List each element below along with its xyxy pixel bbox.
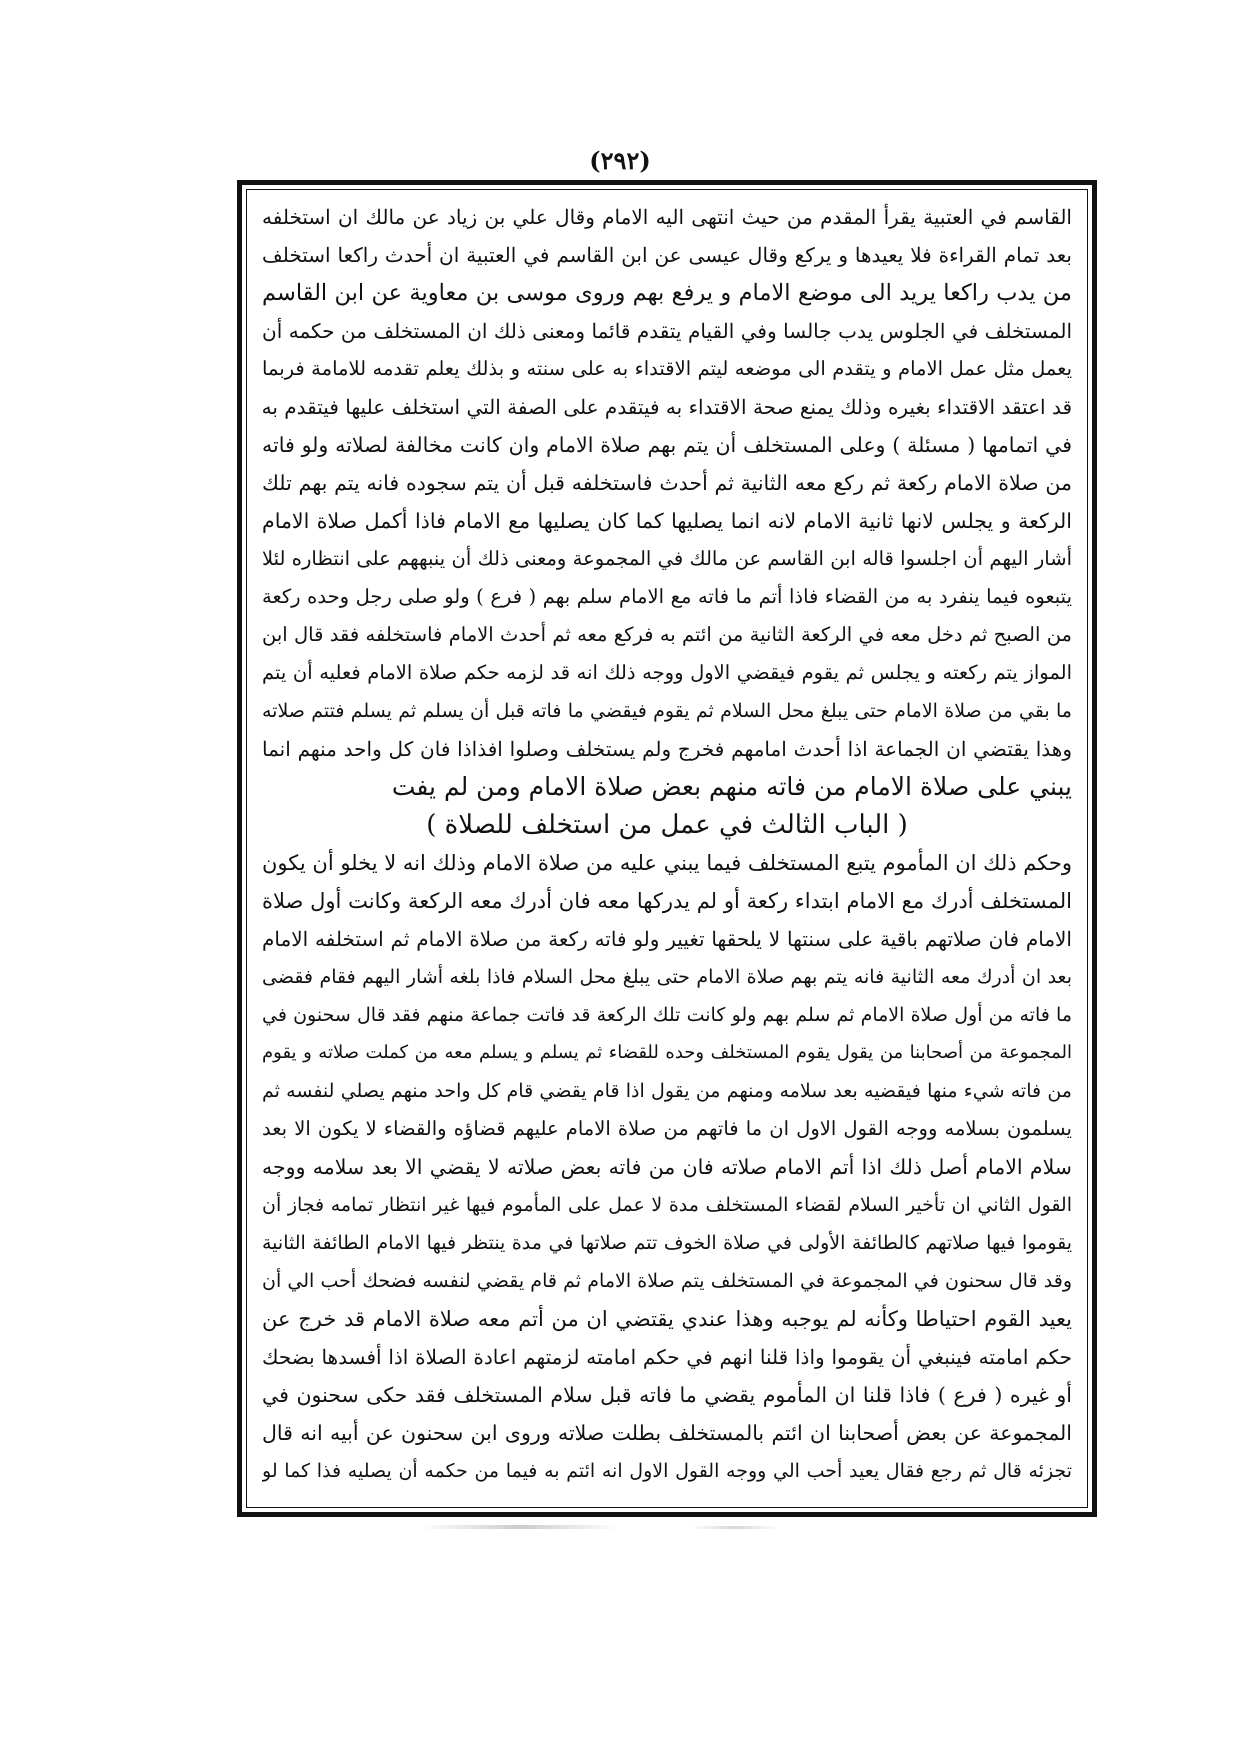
text-line: سلام الامام أصل ذلك اذا أتم الامام صلاته فان من فاته بعض صلاته لا يقضي الا بعد سلامه ووجه xyxy=(262,1155,1072,1179)
text-line: يعيد القوم احتياطا وكأنه لم يوجبه وهذا عندي يقتضي ان من أتم معه صلاة الامام قد خرج عن xyxy=(262,1307,1072,1331)
text-line: أشار اليهم أن اجلسوا قاله ابن القاسم عن مالك في المجموعة ومعنى ذلك أن ينبههم على انتظاره لئلا xyxy=(262,547,1072,570)
scan-mark xyxy=(420,1525,620,1529)
text-line: الامام فان صلاتهم باقية على سنتها لا يلحقها تغيير ولو فاته ركعة من صلاة الامام ثم استخلفه الامام xyxy=(262,927,1072,951)
text-line: المجموعة عن بعض أصحابنا ان ائتم بالمستخلف بطلت صلاته وروى ابن سحنون عن أبيه انه قال xyxy=(262,1421,1072,1445)
text-line: يقوموا فيها صلاتهم كالطائفة الأولى في صلاة الخوف تتم صلاتها في مدة ينتظر فيها الامام الطائفة الثانية xyxy=(262,1232,1072,1254)
text-line: القاسم في العتبية يقرأ المقدم من حيث انتهى اليه الامام وقال علي بن زياد عن مالك ان استخلفه xyxy=(262,205,1072,229)
text-line: المستخلف أدرك مع الامام ابتداء ركعة أو لم يدركها معه فان أدرك معه الركعة وكانت أول صلاة xyxy=(262,889,1072,913)
page-number: (٢٩٢) xyxy=(589,146,651,175)
text-line: أو غيره ( فرع ) فاذا قلنا ان المأموم يقضي ما فاته قبل سلام المستخلف فقد حكى سحنون في xyxy=(262,1383,1072,1407)
text-line: حكم امامته فينبغي أن يقوموا واذا قلنا انهم في حكم امامته لزمتهم اعادة الصلاة اذا أفسدها بضحك xyxy=(262,1345,1072,1369)
text-line: قد اعتقد الاقتداء بغيره وذلك يمنع صحة الاقتداء به فيتقدم على الصفة التي استخلف عليها فيتقدم به xyxy=(262,395,1072,419)
main-text-block xyxy=(262,198,1072,1498)
text-line: المستخلف في الجلوس يدب جالسا وفي القيام يتقدم قائما ومعنى ذلك ان المستخلف من حكمه أن xyxy=(262,319,1072,343)
chapter-heading: ( الباب الثالث في عمل من استخلف للصلاة ) xyxy=(426,810,908,840)
scan-mark xyxy=(690,1526,780,1529)
text-line: وقد قال سحنون في المجموعة في المستخلف يتم صلاة الامام ثم قام يقضي لنفسه فضحك أحب الي أن xyxy=(262,1270,1072,1292)
text-line: وحكم ذلك ان المأموم يتبع المستخلف فيما يبني عليه من صلاة الامام وذلك انه لا يخلو أن يكون xyxy=(262,851,1072,875)
text-line: من يدب راكعا يريد الى موضع الامام و يرفع بهم وروى موسى بن معاوية عن ابن القاسم xyxy=(262,280,1072,306)
text-line: يسلمون بسلامه ووجه القول الاول ان ما فاتهم من صلاة الامام عليهم قضاؤه والقضاء لا يكون الا بعد xyxy=(262,1117,1072,1140)
text-line: ما فاته من أول صلاة الامام ثم سلم بهم ولو كانت تلك الركعة قد فاتت جماعة منهم فقد قال سحنون في xyxy=(262,1004,1072,1026)
text-line: المجموعة من أصحابنا من يقول يقوم المستخلف وحده للقضاء ثم يسلم و يسلم معه من كملت صلاته و يقوم xyxy=(262,1042,1072,1063)
text-line: المواز يتم ركعته و يجلس ثم يقوم فيقضي الاول ووجه ذلك انه قد لزمه حكم صلاة الامام فعليه أن يتم xyxy=(262,661,1072,684)
text-line: من صلاة الامام ركعة ثم ركع معه الثانية ثم أحدث فاستخلفه قبل أن يتم سجوده فانه يتم بهم تلك xyxy=(262,471,1072,495)
text-line: وهذا يقتضي ان الجماعة اذا أحدث امامهم فخرج ولم يستخلف وصلوا افذاذا فان كل واحد منهم انما xyxy=(262,737,1072,761)
text-line: تجزئه قال ثم رجع فقال يعيد أحب الي ووجه القول الاول انه ائتم به فيما من حكمه أن يصليه فذا كما لو xyxy=(262,1460,1072,1482)
text-line: من الصبح ثم دخل معه في الركعة الثانية من ائتم به فركع معه ثم أحدث الامام فاستخلفه فقد قال ابن xyxy=(262,623,1072,646)
text-line: ما بقي من صلاة الامام حتى يبلغ محل السلام ثم يقوم فيقضي ما فاته قبل أن يسلم ثم يسلم فتتم صلاته xyxy=(262,700,1072,722)
text-line: بعد ان أدرك معه الثانية فانه يتم بهم صلاة الامام حتى يبلغ محل السلام فاذا بلغه أشار اليهم فقام فقضى xyxy=(262,966,1072,988)
text-line: يتبعوه فيما ينفرد به من القضاء فاذا أتم ما فاته مع الامام سلم بهم ( فرع ) ولو صلى رجل وحده ركعة xyxy=(262,585,1072,608)
text-line: من فاته شيء منها فيقضيه بعد سلامه ومنهم من يقول اذا قام يقضي قام كل واحد منهم يصلي لنفسه ثم xyxy=(262,1080,1072,1102)
text-line: الركعة و يجلس لانها ثانية الامام لانه انما يصليها كما كان يصليها مع الامام فاذا أكمل صلاة الامام xyxy=(262,509,1072,533)
text-line: في اتمامها ( مسئلة ) وعلى المستخلف أن يتم بهم صلاة الامام وان كانت مخالفة لصلاته ولو فاته xyxy=(262,433,1072,457)
text-line: بعد تمام القراءة فلا يعيدها و يركع وقال عيسى عن ابن القاسم في العتبية ان أحدث راكعا استخلف xyxy=(262,243,1072,267)
text-line: القول الثاني ان تأخير السلام لقضاء المستخلف مدة لا عمل على المأموم فيها غير انتظار تمامه فجاز أن xyxy=(262,1194,1072,1216)
text-line: يبني على صلاة الامام من فاته منهم بعض صلاة الامام ومن لم يفت xyxy=(391,772,1072,801)
text-line: يعمل مثل عمل الامام و يتقدم الى موضعه ليتم الاقتداء به على سنته و بذلك يعلم تقدمه للامامة فربما xyxy=(262,357,1072,380)
